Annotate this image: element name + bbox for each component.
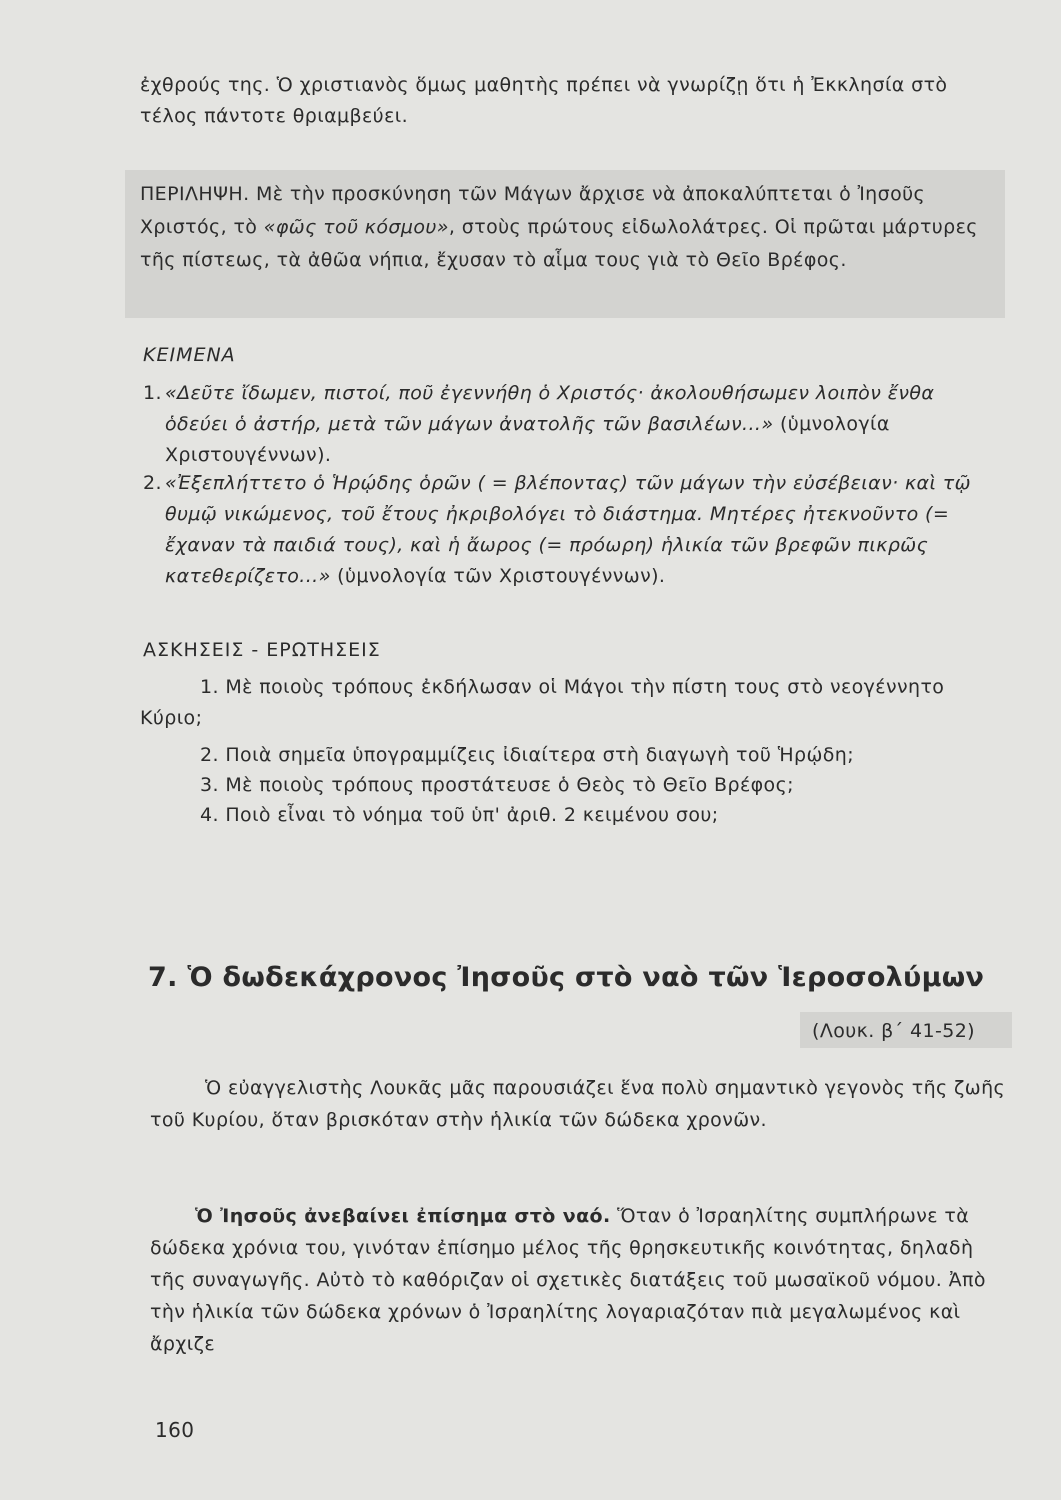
paragraph-2 — [150, 1200, 1010, 1360]
text-item-body — [165, 468, 1003, 592]
question-2: 2. Ποιὰ σημεῖα ὑπογραμμίζεις ἰδιαίτερα στὴ διαγωγὴ τοῦ Ἡρῴδη; — [200, 744, 855, 766]
text-item-number: 2. — [143, 472, 162, 494]
summary-paragraph — [140, 178, 992, 277]
paragraph-1-text: Ὁ εὐαγγελιστὴς Λουκᾶς μᾶς παρουσιάζει ἕνα πολὺ σημαντικὸ γεγονὸς τῆς ζωῆς τοῦ Κυρίου, ὅταν βρισκόταν στὴν ἡλικία τῶν δώδεκα χρονῶν. — [150, 1077, 1006, 1131]
text-item-body — [165, 378, 1003, 471]
summary-lead: ΠΕΡΙΛΗΨΗ. Μὲ τὴν προσκύνηση τῶν Μάγων ἄρχισε νὰ ἀποκαλύπτεται ὁ Ἰησοῦς Χριστός, τὸ — [140, 183, 926, 238]
summary-rest: , στοὺς πρώτους εἰδωλολάτρες. Οἱ πρῶται μάρτυρες τῆς πίστεως, τὰ ἀθῶα νήπια, ἔχυσαν τὸ αἷμα τους γιὰ τὸ Θεῖο Βρέφος. — [140, 216, 978, 271]
question-1 — [140, 672, 1010, 734]
text-item-number: 1. — [143, 382, 162, 404]
paragraph-1 — [150, 1072, 1010, 1136]
chapter-title: 7. Ὁ δωδεκάχρονος Ἰησοῦς στὸ ναὸ τῶν Ἱεροσολύμων — [148, 962, 985, 993]
question-4: 4. Ποιὸ εἶναι τὸ νόημα τοῦ ὑπ' ἀριθ. 2 κειμένου σου; — [200, 804, 719, 826]
chapter-reference: (Λουκ. β΄ 41-52) — [812, 1020, 975, 1042]
text-item-quote: «Ἐξεπλήττετο ὁ Ἡρῴδης ὁρῶν ( = βλέποντας) τῶν μάγων τὴν εὐσέβειαν· καὶ τῷ θυμῷ νικώμενος, τοῦ ἔτους ἠκριβολόγει τὸ διάστημα. Μητέρες ἠτεκνοῦντο (= ἔχαναν τὰ παιδιά τους), καὶ ἡ ἄωρος (= πρόωρη) ἡλικία τῶν βρεφῶν πικρῶς κατεθερίζετο...» — [165, 472, 971, 587]
text-item-1 — [143, 378, 1003, 471]
exercises-heading: ΑΣΚΗΣΕΙΣ - ΕΡΩΤΗΣΕΙΣ — [143, 639, 381, 661]
summary-quote: «φῶς τοῦ κόσμου» — [263, 216, 449, 238]
page-number: 160 — [155, 1418, 195, 1442]
texts-heading: ΚΕΙΜΕΝΑ — [143, 344, 236, 366]
text-item-2 — [143, 468, 1003, 592]
text-item-source: (ὑμνολογία Χριστουγέννων). — [165, 413, 890, 466]
text-item-source: (ὑμνολογία τῶν Χριστουγέννων). — [330, 565, 666, 587]
question-text: 1. Μὲ ποιοὺς τρόπους ἐκδήλωσαν οἱ Μάγοι τὴν πίστη τους στὸ νεογέννητο Κύριο; — [140, 676, 945, 729]
question-3: 3. Μὲ ποιοὺς τρόπους προστάτευσε ὁ Θεὸς τὸ Θεῖο Βρέφος; — [200, 774, 794, 796]
paragraph-2-rest: Ὅταν ὁ Ἰσραηλίτης συμπλήρωνε τὰ δώδεκα χρόνια του, γινόταν ἐπίσημο μέλος τῆς θρησκευτικῆς κοινότητας, δηλαδὴ τῆς συναγωγῆς. Αὐτὸ τὸ καθόριζαν οἱ σχετικὲς διατάξεις τοῦ μωσαϊκοῦ νόμου. Ἀπὸ τὴν ἡλικία τῶν δώδεκα χρόνων ὁ Ἰσραηλίτης λογαριαζόταν πιὰ μεγαλωμένος καὶ ἄρχιζε — [150, 1205, 986, 1355]
text-item-quote: «Δεῦτε ἴδωμεν, πιστοί, ποῦ ἐγεννήθη ὁ Χριστός· ἀκολουθήσωμεν λοιπὸν ἔνθα ὁδεύει ὁ ἀστήρ, μετὰ τῶν μάγων ἀνατολῆς τῶν βασιλέων...» — [165, 382, 935, 435]
paragraph-2-lead: Ὁ Ἰησοῦς ἀνεβαίνει ἐπίσημα στὸ ναό. — [195, 1205, 611, 1227]
paragraph-2-text — [150, 1200, 1010, 1360]
continuation-text: ἐχθρούς της. Ὁ χριστιανὸς ὅμως μαθητὴς πρέπει νὰ γνωρίζῃ ὅτι ἡ Ἐκκλησία στὸ τέλος πάντοτε θριαμβεύει. — [140, 74, 948, 127]
